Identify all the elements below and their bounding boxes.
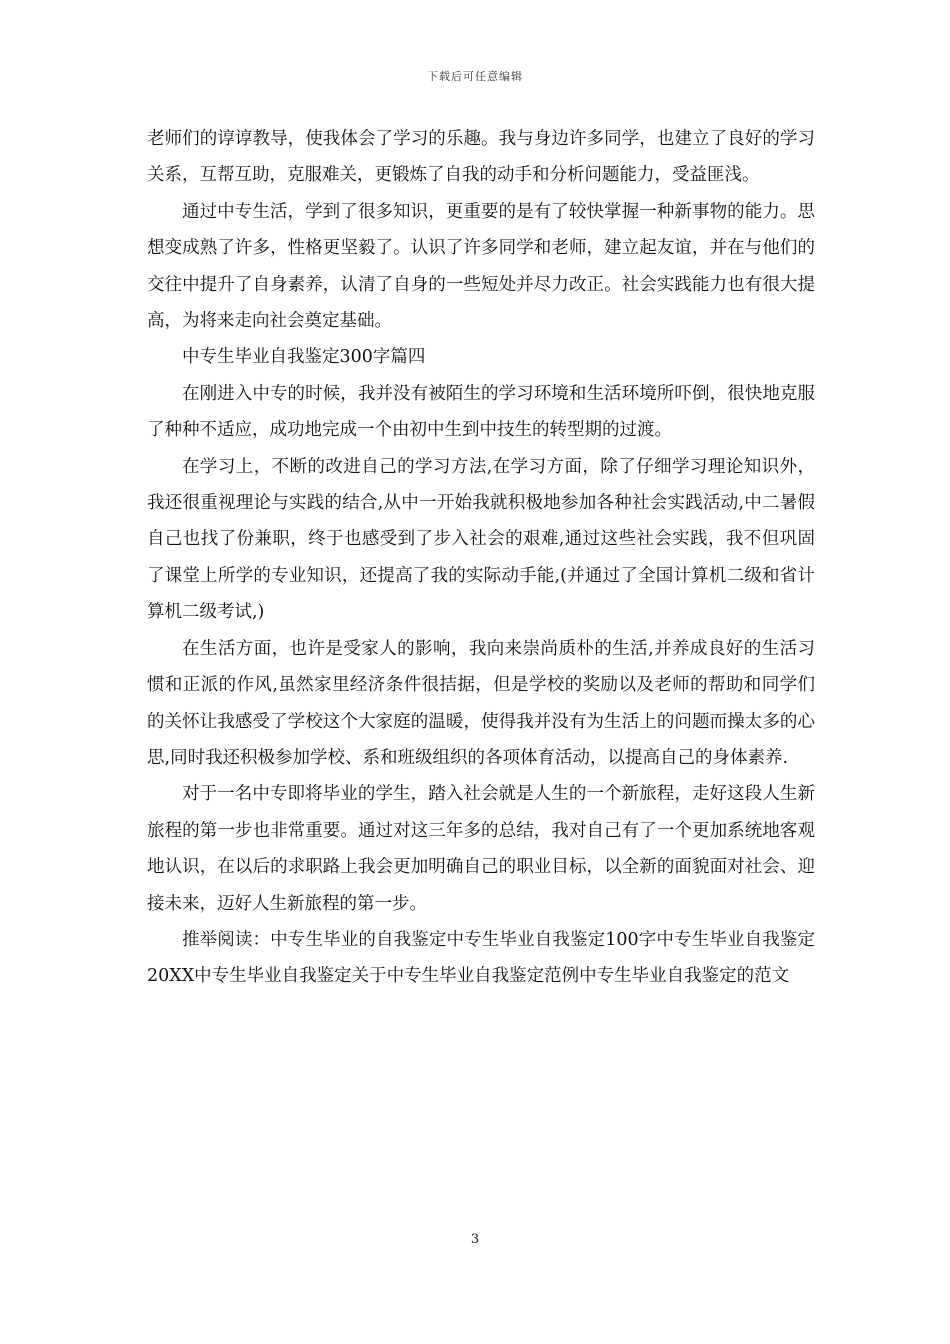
recommended-reading: 推举阅读：中专生毕业的自我鉴定中专生毕业自我鉴定100字中专生毕业自我鉴定20XX中专生毕业自我鉴定关于中专生毕业自我鉴定范例中专生毕业自我鉴定的范文 xyxy=(147,929,815,987)
paragraph: 在刚进入中专的时候，我并没有被陌生的学习环境和生活环境所吓倒，很快地克服了种种不适应，成功地完成一个由初中生到中技生的转型期的过渡。 xyxy=(147,383,815,441)
document-body xyxy=(147,121,815,995)
paragraph: 通过中专生活，学到了很多知识，更重要的是有了较快掌握一种新事物的能力。思想变成熟了许多，性格更坚毅了。认识了许多同学和老师，建立起友谊，并在与他们的交往中提升了自身素养，认清了自身的一些短处并尽力改正。社会实践能力也有很大提高，为将来走向社会奠定基础。 xyxy=(147,201,815,332)
paragraph-continuation: 老师们的谆谆教导，使我体会了学习的乐趣。我与身边许多同学，也建立了良好的学习关系，互帮互助，克服难关，更锻炼了自我的动手和分析问题能力，受益匪浅。 xyxy=(147,129,815,186)
header-note: 下载后可任意编辑 xyxy=(427,70,523,83)
paragraph: 在学习上，不断的改进自己的学习方法,在学习方面，除了仔细学习理论知识外，我还很重视理论与实践的结合,从中一开始我就积极地参加各种社会实践活动,中二暑假自己也找了份兼职，终于也感受到了步入社会的艰难,通过这些社会实践，我不但巩固了课堂上所学的专业知识，还提高了我的实际动手能,(并通过了全国计算机二级和省计算机二级考试,) xyxy=(147,456,815,623)
paragraph: 对于一名中专即将毕业的学生，踏入社会就是人生的一个新旅程，走好这段人生新旅程的第一步也非常重要。通过对这三年多的总结，我对自己有了一个更加系统地客观地认识，在以后的求职路上我会更加明确自己的职业目标，以全新的面貌面对社会、迎接未来，迈好人生新旅程的第一步。 xyxy=(147,784,815,914)
section-heading: 中专生毕业自我鉴定300字篇四 xyxy=(182,347,426,368)
page-number: 3 xyxy=(470,1232,480,1247)
paragraph: 在生活方面，也许是受家人的影响，我向来崇尚质朴的生活,并养成良好的生活习惯和正派的作风,虽然家里经济条件很拮据，但是学校的奖励以及老师的帮助和同学们的关怀让我感受了学校这个大家庭的温暖，使得我并没有为生活上的问题而操太多的心思,同时我还积极参加学校、系和班级组织的各项体育活动，以提高自己的身体素养. xyxy=(147,638,815,768)
